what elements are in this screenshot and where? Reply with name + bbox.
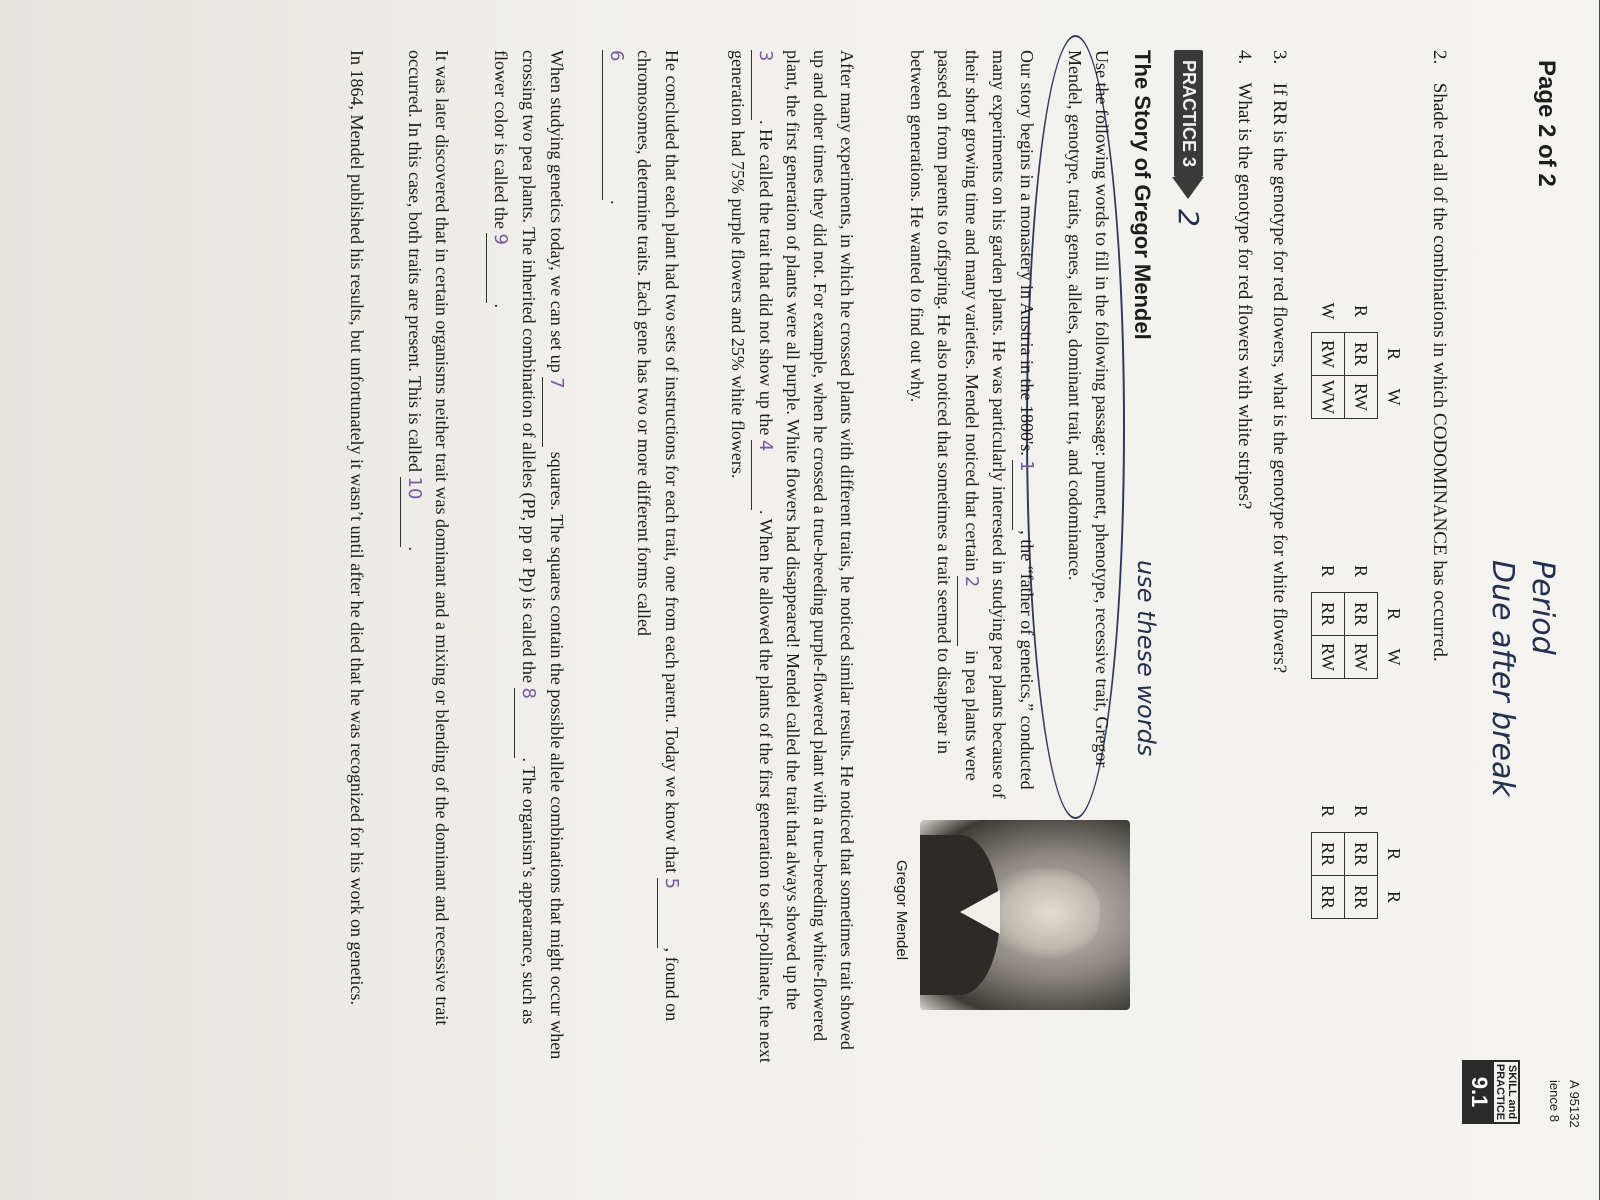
q4-number: 4.: [1234, 50, 1255, 65]
blank-9[interactable]: 9: [486, 233, 514, 303]
ps3-row-0: R: [1351, 804, 1372, 817]
practice-label: PRACTICE 3: [1174, 50, 1203, 177]
blank-8[interactable]: 8: [514, 688, 542, 758]
ps2-row-1: R: [1318, 564, 1339, 577]
ps1-cell[interactable]: RW: [1345, 376, 1378, 419]
ps3-cell[interactable]: RR: [1312, 833, 1345, 876]
handwritten-due-date: Due after break: [1485, 560, 1520, 797]
blank-7[interactable]: 7: [542, 377, 570, 447]
ps2-cell[interactable]: RR: [1312, 593, 1345, 636]
blank-4[interactable]: 4: [751, 440, 779, 510]
ps2-cell[interactable]: RW: [1312, 636, 1345, 679]
p3-text-c: .: [607, 200, 627, 205]
badge-number: 9.1: [1464, 1062, 1494, 1122]
passage-paragraph-3: [602, 50, 685, 1070]
question-4: [1233, 50, 1255, 1050]
passage-paragraph-6: In 1864, Mendel published his results, but unfortunately it wasn’t until after he died that he was recognized for his work on genetics.: [347, 50, 367, 1005]
practice-tab-group: [1172, 50, 1205, 227]
p2-text-b: . He called the trait that did not show up the: [756, 120, 776, 436]
p1-text-b: , the “father of genetics,” conducted many experiments on his garden plants. He was particularly interested in studying pea plants because of their short growing time and many varieties. Mendel noticed that certain: [962, 50, 1037, 799]
blank-3[interactable]: 3: [751, 50, 779, 120]
passage-paragraph-4: [486, 50, 570, 1070]
ps1-col-0: R: [1384, 347, 1405, 360]
instructions-text: Use the following words to fill in the following passage: punnett, phenotype, recessive trait, Gregor Mendel, genotype, traits, genes, alleles, dominant trait, and codominance.: [1065, 50, 1112, 768]
p4-text-a: When studying genetics today, we can set up: [547, 50, 567, 373]
ps2-row-0: R: [1351, 564, 1372, 577]
ps3-cell[interactable]: RR: [1345, 876, 1378, 919]
punnett-square-1: [1311, 290, 1410, 419]
passage-paragraph-2: [724, 50, 860, 1070]
blank-10[interactable]: 10: [400, 477, 428, 547]
ps3-col-0: R: [1384, 847, 1405, 860]
passage-paragraph-5: [400, 50, 455, 1070]
practice-handwritten-mark: 2: [1172, 209, 1205, 227]
punnett-square-3: [1311, 790, 1410, 919]
ps1-row-1: W: [1318, 302, 1339, 320]
portrait-face: [990, 868, 1100, 958]
corner-code: A 95132: [1567, 1080, 1582, 1128]
ps2-cell[interactable]: RR: [1345, 593, 1378, 636]
ps2-cell[interactable]: RW: [1345, 636, 1378, 679]
badge-line1: SKILL and: [1506, 1064, 1518, 1120]
passage-paragraph-1: [903, 50, 1040, 810]
p2-text-c: . When he allowed the plants of the first generation to self-pollinate, the next generation had 75% purple flowers and 25% white flowers.: [728, 50, 776, 1063]
punnett-square-2: [1311, 550, 1410, 679]
badge-line2: PRACTICE: [1494, 1063, 1506, 1121]
p4-text-c: . The organism’s appearance, such as flower color is called the: [491, 50, 539, 1025]
ps1-cell[interactable]: RW: [1312, 333, 1345, 376]
p2-text-a: After many experiments, in which he crossed plants with different traits, he noticed similar results. He noticed that sometimes trait showed up and other times they did not. For example, when he crossed a true-breeding purple-flowered plant with a true-breeding white-flowered plant, the first generation of plants were all purple. White flowers had disappeared! Mendel called the trait that always showed up the: [783, 50, 857, 1050]
blank-2[interactable]: 2: [957, 576, 985, 646]
p3-text-b: , found on chromosomes, determine traits. Each gene has two or more different forms called: [634, 50, 682, 1022]
handwritten-period: Period: [1525, 560, 1560, 655]
photo-caption: Gregor Mendel: [893, 860, 910, 961]
question-3: [1268, 50, 1290, 1050]
p1-text-a: Our story begins in a monastery in Austria in the 1800's.: [1017, 50, 1037, 456]
q2-number: 2.: [1429, 50, 1450, 65]
practice-arrow-icon: [1173, 177, 1205, 199]
top-edge-line: [1591, 0, 1600, 1200]
page-label: Page 2 of 2: [1533, 60, 1560, 187]
question-2: [1428, 50, 1450, 1050]
ps1-cell[interactable]: WW: [1312, 376, 1345, 419]
ps1-cell[interactable]: RR: [1345, 333, 1378, 376]
p1-text-c: in pea plants were passed on from parents to offspring. He also noticed that sometimes a trait seemed to disappear in between generations. He wanted to find out why.: [907, 50, 982, 781]
blank-5[interactable]: 5: [657, 878, 685, 948]
q4-text: What is the genotype for red flowers with white stripes?: [1234, 82, 1255, 510]
corner-subject: ience 8: [1547, 1080, 1562, 1122]
ps1-row-0: R: [1351, 304, 1372, 317]
blank-1[interactable]: 1: [1012, 460, 1040, 530]
ps2-col-0: R: [1384, 607, 1405, 620]
ps3-col-1: R: [1384, 890, 1405, 903]
q3-text: If RR is the genotype for red flowers, what is the genotype for white flowers?: [1269, 82, 1290, 674]
ps2-col-1: W: [1384, 648, 1405, 666]
p4-text-b: squares. The squares contain the possible allele combinations that might occur when crossing two pea plants. The inherited combination of alleles (PP, pp or Pp) is called the: [519, 50, 567, 1060]
handwritten-note: use these words: [1132, 560, 1160, 757]
p5-text-a: It was later discovered that in certain organisms neither trait was dominant and a mixing or blending of the dominant and recessive trait occurred. In this case, both traits are present. This is called: [405, 50, 452, 1026]
p4-text-d: .: [491, 303, 511, 308]
ps3-cell[interactable]: RR: [1345, 833, 1378, 876]
p5-text-b: .: [405, 546, 425, 552]
skill-practice-badge: [1462, 1060, 1520, 1124]
q2-text: Shade red all of the combinations in which CODOMINANCE has occurred.: [1429, 82, 1450, 662]
q3-number: 3.: [1269, 50, 1290, 65]
p3-text-a: He concluded that each plant had two sets of instructions for each trait, one from each parent. Today we know that: [662, 50, 682, 874]
ps3-cell[interactable]: RR: [1312, 876, 1345, 919]
gregor-mendel-portrait: [920, 820, 1130, 1010]
blank-6[interactable]: 6: [602, 50, 630, 200]
ps3-row-1: R: [1318, 804, 1339, 817]
ps1-col-1: W: [1384, 388, 1405, 406]
story-title: The Story of Gregor Mendel: [1130, 50, 1155, 340]
